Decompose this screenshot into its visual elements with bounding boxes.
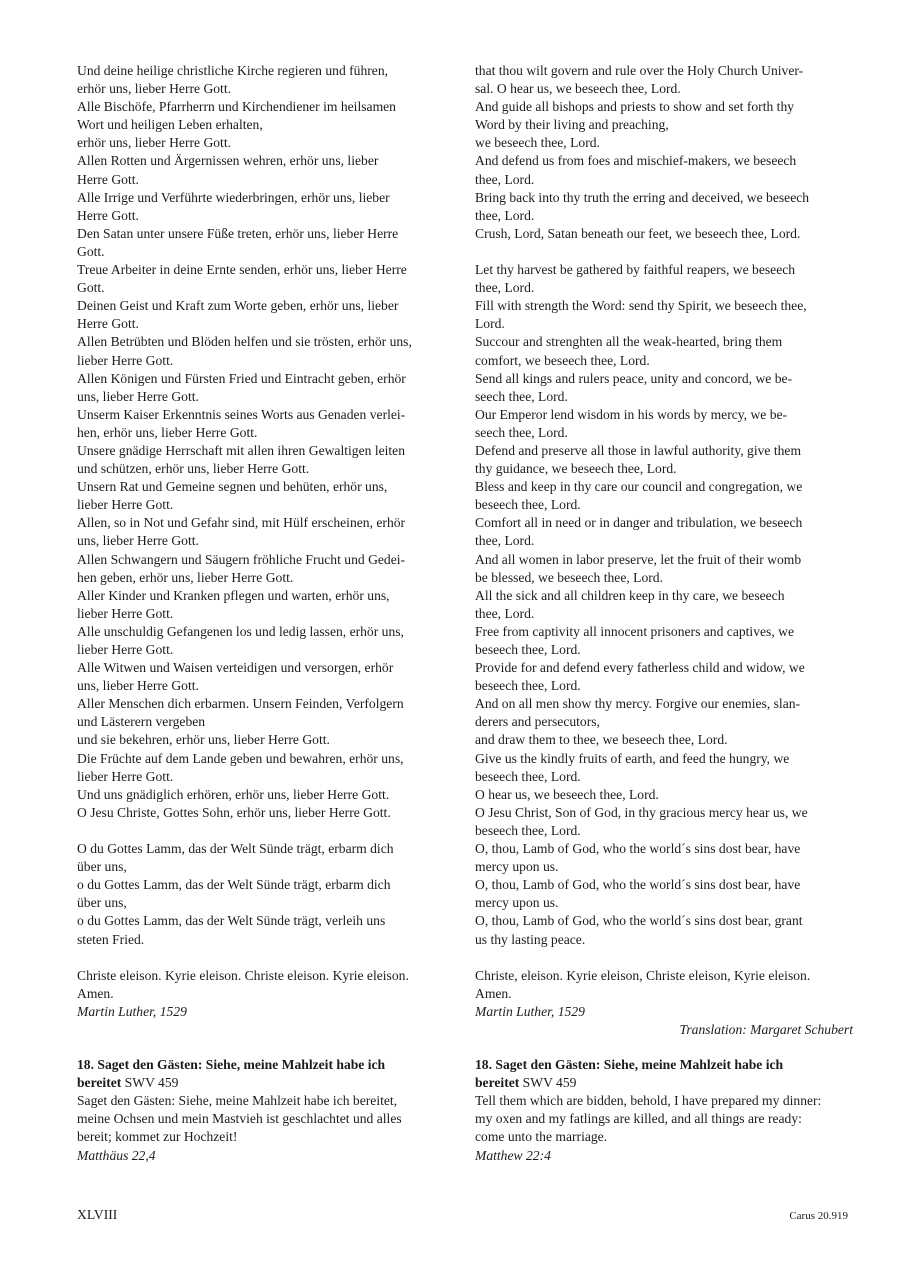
text-line: thy guidance, we beseech thee, Lord.: [475, 461, 677, 477]
text-line: Christe, eleison. Kyrie eleison, Christe eleison, Kyrie eleison.: [475, 967, 811, 983]
text-line: my oxen and my fatlings are killed, and all things are ready:: [475, 1111, 802, 1127]
text-line: mercy upon us.: [475, 895, 559, 911]
text-line: Succour and strenghten all the weak-hearted, bring them: [475, 334, 783, 350]
text-line: Provide for and defend every fatherless child and widow, we: [475, 660, 805, 676]
text-line: Bless and keep in thy care our council and congregation, we: [475, 479, 803, 495]
text-line: lieber Herre Gott.: [77, 605, 174, 621]
text-line: uns, lieber Herre Gott.: [77, 678, 199, 694]
english-section-body: [475, 1092, 853, 1146]
text-line: steten Fried.: [77, 931, 145, 947]
text-line: Allen Betrübten und Blöden helfen und sie trösten, erhör uns,: [77, 334, 412, 350]
text-line: Und uns gnädiglich erhören, erhör uns, lieber Herre Gott.: [77, 786, 390, 802]
text-line: we beseech thee, Lord.: [475, 135, 600, 151]
text-line: seech thee, Lord.: [475, 388, 568, 404]
text-line: beseech thee, Lord.: [475, 822, 581, 838]
page-number: XLVIII: [77, 1207, 118, 1222]
text-line: hen geben, erhör uns, lieber Herre Gott.: [77, 569, 294, 585]
text-line: be blessed, we beseech thee, Lord.: [475, 569, 663, 585]
text-line: beseech thee, Lord.: [475, 768, 581, 784]
text-line: thee, Lord.: [475, 533, 535, 549]
text-line: Alle Bischöfe, Pfarrherrn und Kirchendiener im heilsamen: [77, 99, 396, 115]
text-line: derers and persecutors,: [475, 714, 600, 730]
translation-credit: Translation: Margaret Schubert: [679, 1021, 853, 1037]
german-section-source: Matthäus 22,4: [77, 1147, 156, 1163]
text-line: thee, Lord.: [475, 280, 535, 296]
text-line: Gott.: [77, 280, 105, 296]
text-line: Alle Witwen und Waisen verteidigen und versorgen, erhör: [77, 660, 394, 676]
german-section-heading-cont: bereitet: [77, 1075, 122, 1091]
text-line: uns, lieber Herre Gott.: [77, 388, 199, 404]
german-author: Martin Luther, 1529: [77, 1003, 187, 1019]
text-line: bereit; kommet zur Hochzeit!: [77, 1129, 238, 1145]
text-line: lieber Herre Gott.: [77, 768, 174, 784]
english-section-source: Matthew 22:4: [475, 1147, 551, 1163]
text-line: sal. O hear us, we beseech thee, Lord.: [475, 81, 681, 97]
text-line: Alle Irrige und Verführte wiederbringen, erhör uns, lieber: [77, 189, 390, 205]
text-line: and draw them to thee, we beseech thee, Lord.: [475, 732, 728, 748]
text-line: mercy upon us.: [475, 859, 559, 875]
text-line: Christe eleison. Kyrie eleison. Christe eleison. Kyrie eleison.: [77, 967, 409, 983]
text-line: O, thou, Lamb of God, who the world´s sins dost bear, grant: [475, 913, 803, 929]
german-swv-number: SWV 459: [121, 1075, 179, 1091]
text-line: Unserm Kaiser Erkenntnis seines Worts aus Genaden verlei-: [77, 406, 406, 422]
text-line: lieber Herre Gott.: [77, 352, 174, 368]
text-line: Saget den Gästen: Siehe, meine Mahlzeit habe ich bereitet,: [77, 1093, 398, 1109]
text-line: Unsere gnädige Herrschaft mit allen ihren Gewaltigen leiten: [77, 442, 406, 458]
text-line: beseech thee, Lord.: [475, 497, 581, 513]
text-line: Allen Schwangern und Säugern fröhliche Frucht und Gedei-: [77, 551, 406, 567]
text-line: thee, Lord.: [475, 605, 535, 621]
german-litany: [77, 62, 457, 822]
text-line: lieber Herre Gott.: [77, 497, 174, 513]
text-line: Herre Gott.: [77, 316, 139, 332]
text-line: And all women in labor preserve, let the fruit of their womb: [475, 551, 802, 567]
text-line: And guide all bishops and priests to show and set forth thy: [475, 99, 795, 115]
text-line: Herre Gott.: [77, 207, 139, 223]
text-line: Treue Arbeiter in deine Ernte senden, erhör uns, lieber Herre: [77, 262, 407, 278]
text-line: o du Gottes Lamm, das der Welt Sünde trägt, verleih uns: [77, 913, 386, 929]
text-line: o du Gottes Lamm, das der Welt Sünde trägt, erbarm dich: [77, 877, 391, 893]
text-line: O Jesu Christe, Gottes Sohn, erhör uns, lieber Herre Gott.: [77, 804, 391, 820]
text-line: O, thou, Lamb of God, who the world´s sins dost bear, have: [475, 841, 801, 857]
text-line: Our Emperor lend wisdom in his words by mercy, we be-: [475, 406, 788, 422]
text-line: All the sick and all children keep in thy care, we beseech: [475, 587, 785, 603]
text-line: uns, lieber Herre Gott.: [77, 533, 199, 549]
text-line: Wort und heiligen Leben erhalten,: [77, 117, 263, 133]
text-line: Die Früchte auf dem Lande geben und bewahren, erhör uns,: [77, 750, 404, 766]
text-line: Let thy harvest be gathered by faithful reapers, we beseech: [475, 262, 796, 278]
english-kyrie: [475, 967, 853, 1003]
text-line: O du Gottes Lamm, das der Welt Sünde trägt, erbarm dich: [77, 841, 394, 857]
text-line: erhör uns, lieber Herre Gott.: [77, 135, 232, 151]
text-line: thee, Lord.: [475, 207, 535, 223]
text-line: Comfort all in need or in danger and tribulation, we beseech: [475, 515, 803, 531]
text-line: Bring back into thy truth the erring and deceived, we beseech: [475, 189, 810, 205]
text-line: erhör uns, lieber Herre Gott.: [77, 81, 232, 97]
text-line: Amen.: [475, 985, 512, 1001]
text-line: us thy lasting peace.: [475, 931, 586, 947]
text-line: Deinen Geist und Kraft zum Worte geben, erhör uns, lieber: [77, 298, 399, 314]
text-line: comfort, we beseech thee, Lord.: [475, 352, 650, 368]
text-line: Lord.: [475, 316, 505, 332]
text-line: Amen.: [77, 985, 114, 1001]
german-kyrie: [77, 967, 457, 1003]
text-line: lieber Herre Gott.: [77, 642, 174, 657]
english-swv-number: SWV 459: [519, 1075, 577, 1091]
text-line: Allen, so in Not und Gefahr sind, mit Hülf erscheinen, erhör: [77, 515, 406, 531]
english-author: Martin Luther, 1529: [475, 1003, 585, 1019]
text-line: seech thee, Lord.: [475, 424, 568, 440]
text-line: Allen Königen und Fürsten Fried und Eintracht geben, erhör: [77, 370, 406, 386]
text-line: hen, erhör uns, lieber Herre Gott.: [77, 424, 258, 440]
text-line: O Jesu Christ, Son of God, in thy gracious mercy hear us, we: [475, 804, 808, 820]
catalog-number: Carus 20.919: [789, 1210, 848, 1222]
text-line: Tell them which are bidden, behold, I have prepared my dinner:: [475, 1093, 822, 1109]
german-column: [77, 62, 457, 1165]
text-line: Gott.: [77, 243, 105, 259]
text-line: Aller Menschen dich erbarmen. Unsern Feinden, Verfolgern: [77, 696, 404, 712]
english-section-heading-cont: bereitet: [475, 1075, 520, 1091]
text-line: that thou wilt govern and rule over the Holy Church Univer-: [475, 63, 804, 78]
text-line: Unsern Rat und Gemeine segnen und behüten, erhör uns,: [77, 479, 388, 495]
text-line: Free from captivity all innocent prisoners and captives, we: [475, 623, 794, 639]
text-line: O, thou, Lamb of God, who the world´s sins dost bear, have: [475, 877, 801, 893]
text-line: Allen Rotten und Ärgernissen wehren, erhör uns, lieber: [77, 153, 379, 169]
english-litany: [475, 62, 853, 243]
text-line: Give us the kindly fruits of earth, and feed the hungry, we: [475, 750, 790, 766]
text-line: Und deine heilige christliche Kirche regieren und führen,: [77, 63, 389, 78]
text-line: Crush, Lord, Satan beneath our feet, we beseech thee, Lord.: [475, 225, 801, 241]
text-line: beseech thee, Lord.: [475, 642, 581, 657]
text-line: Send all kings and rulers peace, unity and concord, we be-: [475, 370, 793, 386]
german-section-heading: 18. Saget den Gästen: Siehe, meine Mahlzeit habe ich: [77, 1057, 386, 1073]
text-line: Defend and preserve all those in lawful authority, give them: [475, 442, 802, 458]
text-line: meine Ochsen und mein Mastvieh ist geschlachtet und alles: [77, 1111, 402, 1127]
text-line: thee, Lord.: [475, 171, 535, 187]
text-line: Den Satan unter unsere Füße treten, erhör uns, lieber Herre: [77, 225, 399, 241]
english-section-heading: 18. Saget den Gästen: Siehe, meine Mahlzeit habe ich: [475, 1057, 784, 1073]
text-line: und schützen, erhör uns, lieber Herre Gott.: [77, 461, 310, 477]
text-line: And defend us from foes and mischief-makers, we beseech: [475, 153, 797, 169]
text-line: Fill with strength the Word: send thy Spirit, we beseech thee,: [475, 298, 807, 314]
text-line: And on all men show thy mercy. Forgive our enemies, slan-: [475, 696, 801, 712]
english-column: [475, 62, 853, 1165]
text-line: beseech thee, Lord.: [475, 678, 581, 694]
text-line: O hear us, we beseech thee, Lord.: [475, 786, 659, 802]
text-line: come unto the marriage.: [475, 1129, 608, 1145]
english-litany-continued: [475, 261, 853, 949]
text-line: Herre Gott.: [77, 171, 139, 187]
text-line: und Lästerern vergeben: [77, 714, 206, 730]
text-line: Aller Kinder und Kranken pflegen und warten, erhör uns,: [77, 587, 390, 603]
text-line: über uns,: [77, 859, 127, 875]
german-section-body: [77, 1092, 457, 1146]
text-line: über uns,: [77, 895, 127, 911]
text-line: Alle unschuldig Gefangenen los und ledig lassen, erhör uns,: [77, 623, 404, 639]
german-agnus-dei: [77, 840, 457, 949]
text-line: Word by their living and preaching,: [475, 117, 669, 133]
text-line: und sie bekehren, erhör uns, lieber Herre Gott.: [77, 732, 330, 748]
